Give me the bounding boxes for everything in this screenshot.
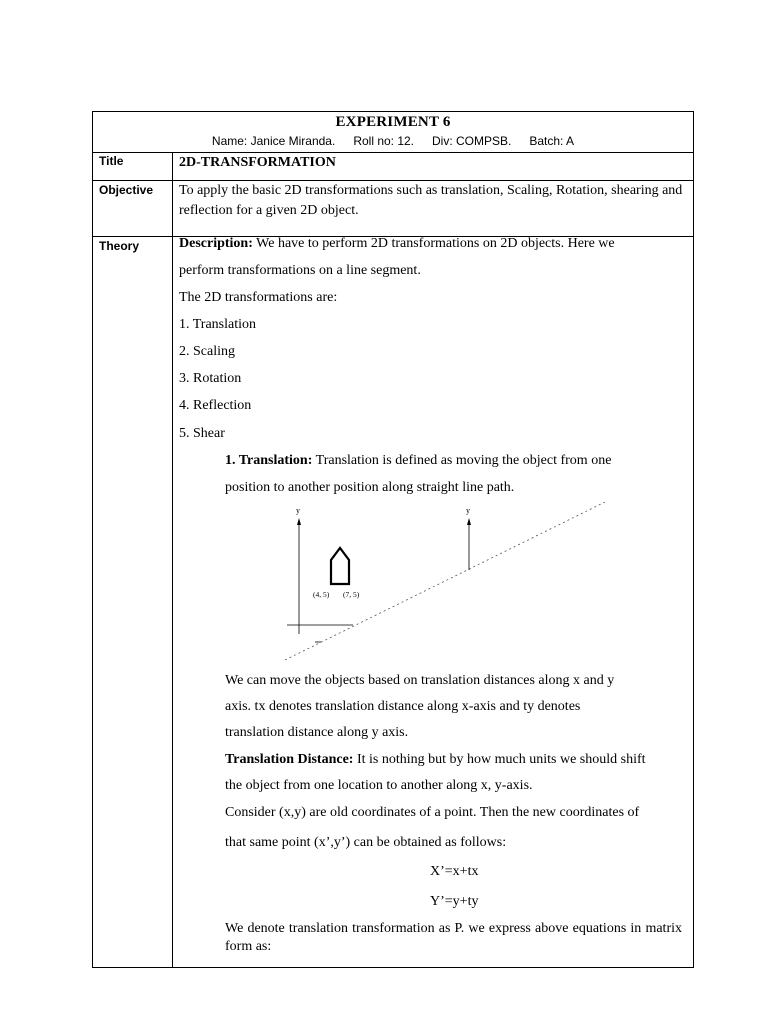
description-line-2: perform transformations on a line segment. [179, 263, 421, 278]
table-header [93, 112, 693, 153]
consider-line-1: Consider (x,y) are old coordinates of a point. Then the new coordinates of [225, 805, 640, 820]
translation-line-2: position to another position along straight line path. [225, 480, 515, 495]
left-y-arrow-icon [297, 518, 301, 525]
title-value: 2D-TRANSFORMATION [179, 155, 336, 170]
translation-text: Translation is defined as moving the object from one [312, 453, 612, 468]
move-line-2: axis. tx denotes translation distance along x-axis and ty denotes [225, 699, 581, 714]
move-line-3: translation distance along y axis. [225, 725, 409, 740]
list-item: 5. Shear [179, 426, 225, 441]
description-line-1 [179, 236, 615, 252]
translation-line-1 [225, 453, 611, 469]
point-label-b: (7, 5) [343, 590, 360, 599]
point-label-a: (4, 5) [313, 590, 330, 599]
column-divider [172, 152, 173, 967]
experiment-title: EXPERIMENT 6 [335, 114, 451, 130]
right-y-arrow-icon [467, 518, 471, 525]
equation-x: X’=x+tx [430, 864, 479, 879]
distance-line-2: the object from one location to another along x, y-axis. [225, 778, 533, 793]
list-intro: The 2D transformations are: [179, 290, 338, 305]
right-y-label: y [466, 506, 470, 515]
dashed-path-line [285, 502, 605, 660]
list-item: 3. Rotation [179, 371, 242, 386]
list-item: 2. Scaling [179, 344, 235, 359]
equation-y: Y’=y+ty [430, 894, 479, 909]
consider-line-2: that same point (x’,y’) can be obtained as follows: [225, 835, 507, 850]
theory-label: Theory [99, 239, 140, 253]
translation-figure [275, 502, 615, 662]
title-label: Title [99, 154, 124, 168]
move-line-1: We can move the objects based on translation distances along x and y [225, 673, 615, 688]
objective-value: To apply the basic 2D transformations such as translation, Scaling, Rotation, shearing and reflection for a given 2D object. [179, 183, 683, 218]
distance-text: It is nothing but by how much units we should shift [353, 752, 646, 767]
objective-label: Objective [99, 183, 154, 197]
list-item: 4. Reflection [179, 398, 252, 413]
list-item: 1. Translation [179, 317, 257, 332]
description-text: We have to perform 2D transformations on 2D objects. Here we [252, 236, 615, 251]
division: Div: COMPSB. [432, 134, 512, 148]
left-y-label: y [296, 506, 300, 515]
distance-line-1 [225, 752, 646, 768]
experiment-table [92, 111, 694, 968]
student-info [93, 134, 693, 148]
translation-heading: 1. Translation: [225, 453, 313, 468]
batch: Batch: A [529, 134, 575, 148]
house-shape [331, 548, 349, 584]
student-name: Name: Janice Miranda. [211, 134, 336, 148]
roll-number: Roll no: 12. [353, 134, 415, 148]
distance-heading: Translation Distance: [225, 752, 354, 767]
description-heading: Description: [179, 236, 253, 251]
matrix-intro: We denote translation transformation as P. we express above equations in matrix form as: [225, 921, 682, 954]
